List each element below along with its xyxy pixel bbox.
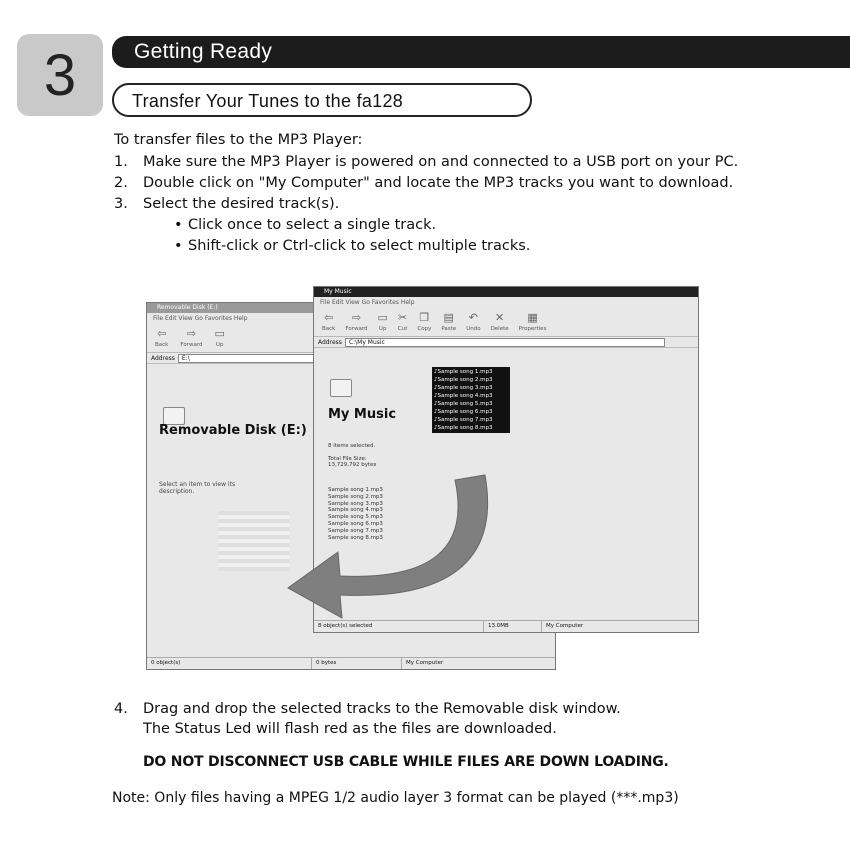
step-number: 3. <box>114 196 128 212</box>
list-item: Sample song 7.mp3 <box>328 527 383 534</box>
window-title: Removable Disk (E:) <box>147 303 555 313</box>
folder-description: Select an item to view its description. <box>159 481 236 495</box>
bullet-item <box>174 236 530 257</box>
status-size: 13.0MB <box>484 621 542 632</box>
undo-icon: ↶ <box>468 311 478 324</box>
status-size: 0 bytes <box>312 658 402 669</box>
button-label: Back <box>155 342 169 348</box>
address-bar <box>314 336 698 348</box>
button-label: Cut <box>397 326 408 332</box>
forward-button <box>180 328 202 348</box>
step-3 <box>114 194 844 215</box>
list-item: ♪ Sample song 5.mp3 <box>434 400 508 408</box>
status-location: My Computer <box>406 660 444 666</box>
list-item: ♪ Sample song 4.mp3 <box>434 392 508 400</box>
step-number: 4. <box>114 701 128 717</box>
bullet-item <box>174 215 530 236</box>
paste-button <box>441 312 456 332</box>
back-button <box>322 312 335 332</box>
total-size-label: Total File Size: <box>328 455 367 462</box>
button-label: Forward <box>180 342 203 348</box>
button-label: Paste <box>441 326 457 332</box>
bullet-text: Shift-click or Ctrl-click to select multiple tracks. <box>188 238 531 254</box>
menu-bar: File Edit View Go Favorites Help <box>320 299 415 306</box>
drag-arrow-icon <box>280 450 510 630</box>
list-item: ♪ Sample song 1.mp3 <box>434 368 508 376</box>
list-item: Sample song 2.mp3 <box>328 493 383 500</box>
step-number: 2. <box>114 175 128 191</box>
up-button <box>214 328 224 348</box>
list-item: ♪ Sample song 3.mp3 <box>434 384 508 392</box>
address-label: Address <box>318 338 342 346</box>
button-label: Back <box>322 326 336 332</box>
delete-x-icon: ✕ <box>494 311 505 324</box>
step-text: Drag and drop the selected tracks to the Removable disk window. <box>143 701 621 717</box>
scissors-icon: ✂ <box>398 311 408 324</box>
step-number: 1. <box>114 154 128 170</box>
copy-icon: ❐ <box>419 311 430 324</box>
properties-button <box>519 312 547 332</box>
folder-title: My Music <box>328 407 397 422</box>
button-label: Up <box>378 326 387 332</box>
list-item: Sample song 8.mp3 <box>328 534 383 541</box>
music-folder-icon <box>330 379 352 397</box>
address-label: Address <box>151 354 175 362</box>
window-title: My Music <box>314 287 698 297</box>
list-item: ♪ Sample song 6.mp3 <box>434 408 508 416</box>
intro-text: To transfer files to the MP3 Player: <box>114 132 363 148</box>
button-label: Forward <box>345 326 368 332</box>
step-4 <box>114 699 621 739</box>
step-text-continued: The Status Led will flash red as the files are downloaded. <box>143 721 557 737</box>
back-arrow-icon: ⇦ <box>157 327 167 340</box>
address-field: C:\My Music <box>345 338 665 347</box>
delete-button <box>491 312 509 332</box>
list-item: ♪ Sample song 7.mp3 <box>434 416 508 424</box>
button-label: Up <box>215 342 224 348</box>
dragged-files-ghost <box>219 511 289 571</box>
status-objects: 8 object(s) selected <box>314 621 484 632</box>
subsection-title: Transfer Your Tunes to the fa128 <box>112 83 532 117</box>
list-item: ♪ Sample song 8.mp3 <box>434 424 508 432</box>
list-item: ♪ Sample song 2.mp3 <box>434 376 508 384</box>
step-1 <box>114 152 844 173</box>
list-item: Sample song 1.mp3 <box>328 487 383 493</box>
list-item: Sample song 6.mp3 <box>328 520 383 527</box>
chapter-number: 3 <box>17 34 103 116</box>
items-selected: 8 items selected. <box>328 443 376 449</box>
step-text: Double click on "My Computer" and locate the MP3 tracks you want to download. <box>143 175 734 191</box>
bullet-list <box>174 215 530 257</box>
forward-arrow-icon: ⇨ <box>186 327 197 340</box>
address-field: E:\ <box>178 354 318 363</box>
bullet-dot-icon: • <box>174 217 183 233</box>
toolbar <box>314 308 698 336</box>
list-item: Sample song 4.mp3 <box>328 507 383 514</box>
menu-bar: File Edit View Go Favorites Help <box>153 315 248 322</box>
button-label: Delete <box>490 326 509 332</box>
step-text: Select the desired track(s). <box>143 196 340 212</box>
button-label: Copy <box>417 326 432 332</box>
status-bar <box>147 657 555 669</box>
copy-button <box>417 312 431 332</box>
step-text: Make sure the MP3 Player is powered on and connected to a USB port on your PC. <box>143 154 739 170</box>
step-2 <box>114 173 844 194</box>
selected-files-list <box>432 367 510 433</box>
properties-icon: ▦ <box>527 311 538 324</box>
folder-title: Removable Disk (E:) <box>159 423 307 438</box>
undo-button <box>466 312 480 332</box>
list-item: Sample song 5.mp3 <box>328 514 383 521</box>
bullet-dot-icon: • <box>174 238 183 254</box>
up-folder-icon: ▭ <box>214 327 225 340</box>
steps-list <box>114 152 844 215</box>
cut-button <box>398 312 407 332</box>
total-size-value: 13,729,792 bytes <box>328 462 377 468</box>
back-button <box>155 328 168 348</box>
button-label: Undo <box>466 326 481 332</box>
forward-arrow-icon: ⇨ <box>351 311 362 324</box>
up-button <box>377 312 387 332</box>
forward-button <box>345 312 367 332</box>
bullet-text: Click once to select a single track. <box>188 217 437 233</box>
back-arrow-icon: ⇦ <box>324 311 334 324</box>
button-label: Properties <box>518 326 547 332</box>
list-item: Sample song 3.mp3 <box>328 500 383 507</box>
status-location: My Computer <box>546 623 584 629</box>
section-title: Getting Ready <box>112 36 850 68</box>
format-note: Note: Only files having a MPEG 1/2 audio layer 3 format can be played (***.mp3) <box>112 790 679 806</box>
up-folder-icon: ▭ <box>377 311 388 324</box>
warning-text: DO NOT DISCONNECT USB CABLE WHILE FILES ARE DOWN LOADING. <box>143 754 669 770</box>
paste-icon: ▤ <box>443 311 454 324</box>
status-objects: 0 object(s) <box>147 658 312 669</box>
